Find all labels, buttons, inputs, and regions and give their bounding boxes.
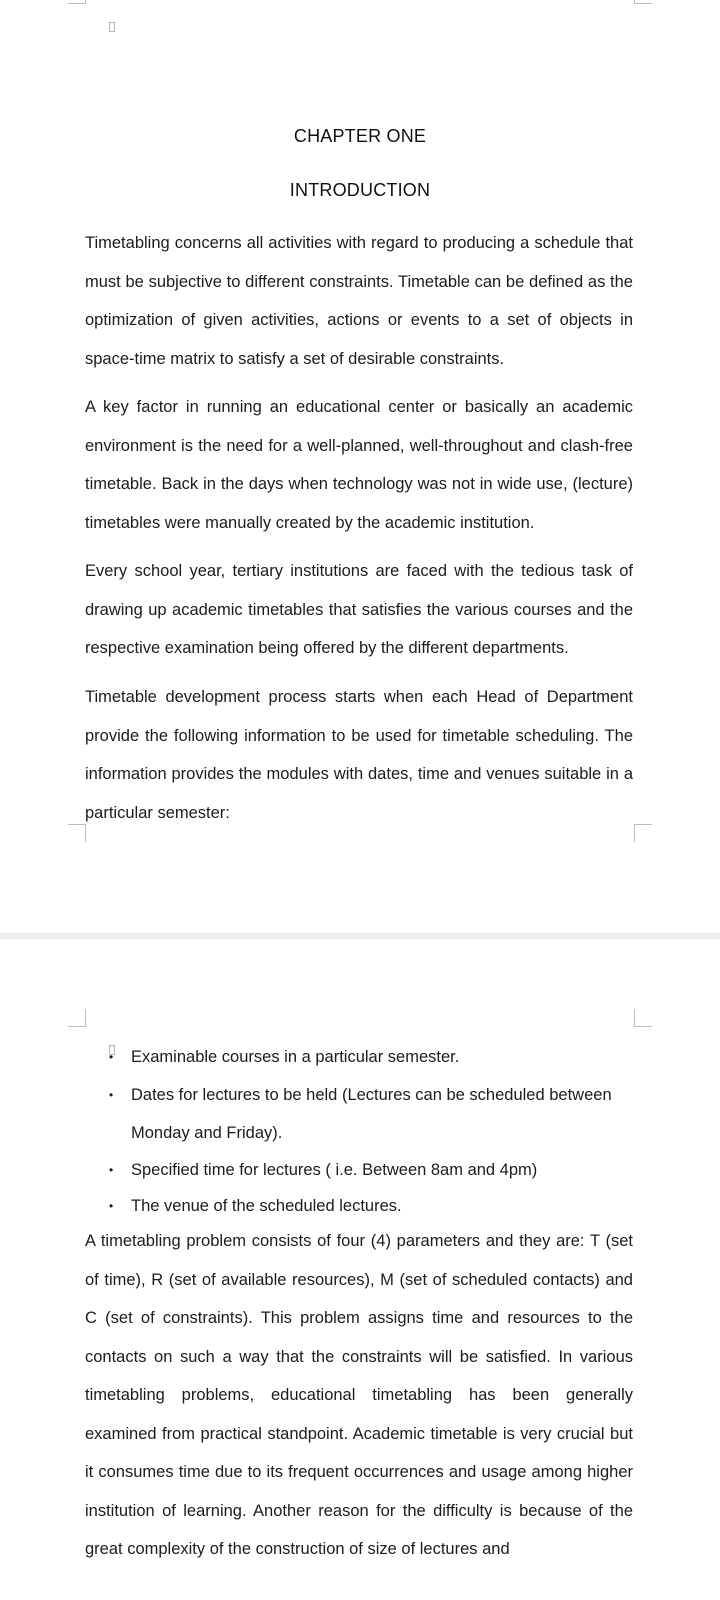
list-item-text: The venue of the scheduled lectures. — [131, 1197, 402, 1215]
crop-mark-icon — [68, 1009, 86, 1027]
crop-mark-icon — [634, 824, 652, 842]
requirements-list — [85, 1043, 633, 1225]
paragraph: Timetabling concerns all activities with regard to producing a schedule that must be subjective to different constraints. Timetable can be defined as the optimization of given activities, actions or events to a set of objects in space-time matrix to satisfy a set of desirable constraints. — [85, 234, 633, 368]
section-heading: INTRODUCTION — [289, 180, 431, 200]
bullet-dot-icon: • — [109, 1163, 114, 1177]
paragraph: Timetable development process starts when each Head of Department provide the following information to be used for timetable scheduling. The information provides the modules with dates, time and venues suitable in a particular semester: — [85, 688, 633, 822]
paragraph: A timetabling problem consists of four (4) parameters and they are: T (set of time), R (set of available resources), M (set of scheduled contacts) and C (set of constraints). This problem assigns time and resources to the contacts on such a way that the constraints will be satisfied. In various timetabling problems, educational timetabling has been generally examined from practical standpoint. Academic timetable is very crucial but it consumes time due to its frequent occurrences and usage among higher institution of learning. Another reason for the difficulty is because of the great complexity of the construction of size of lectures and — [85, 1232, 633, 1558]
list-item-text: Examinable courses in a particular semester. — [131, 1048, 460, 1066]
paragraph: Every school year, tertiary institutions are faced with the tedious task of drawing up academic timetables that satisfies the various courses and the respective examination being offered by the different departments. — [85, 562, 633, 657]
crop-mark-icon — [634, 1009, 652, 1027]
list-item — [85, 1043, 633, 1071]
crop-mark-icon — [68, 824, 86, 842]
page-2 — [0, 939, 720, 1600]
paragraph-anchor-icon — [109, 22, 115, 32]
chapter-heading: CHAPTER ONE — [293, 126, 427, 146]
crop-mark-icon — [68, 0, 86, 4]
bullet-dot-icon: • — [109, 1050, 114, 1064]
list-item — [85, 1188, 633, 1225]
crop-mark-icon — [634, 0, 652, 4]
bullet-dot-icon: • — [109, 1199, 114, 1213]
list-item-text: Dates for lectures to be held (Lectures can be scheduled between Monday and Friday). — [131, 1086, 612, 1142]
list-item — [85, 1152, 633, 1188]
list-item — [85, 1076, 633, 1152]
list-item-text: Specified time for lectures ( i.e. Between 8am and 4pm) — [131, 1161, 538, 1179]
bullet-dot-icon: • — [109, 1088, 114, 1102]
paragraph: A key factor in running an educational center or basically an academic environment is the need for a well-planned, well-throughout and clash-free timetable. Back in the days when technology was not in wide use, (lecture) timetables were manually created by the academic institution. — [85, 398, 633, 532]
